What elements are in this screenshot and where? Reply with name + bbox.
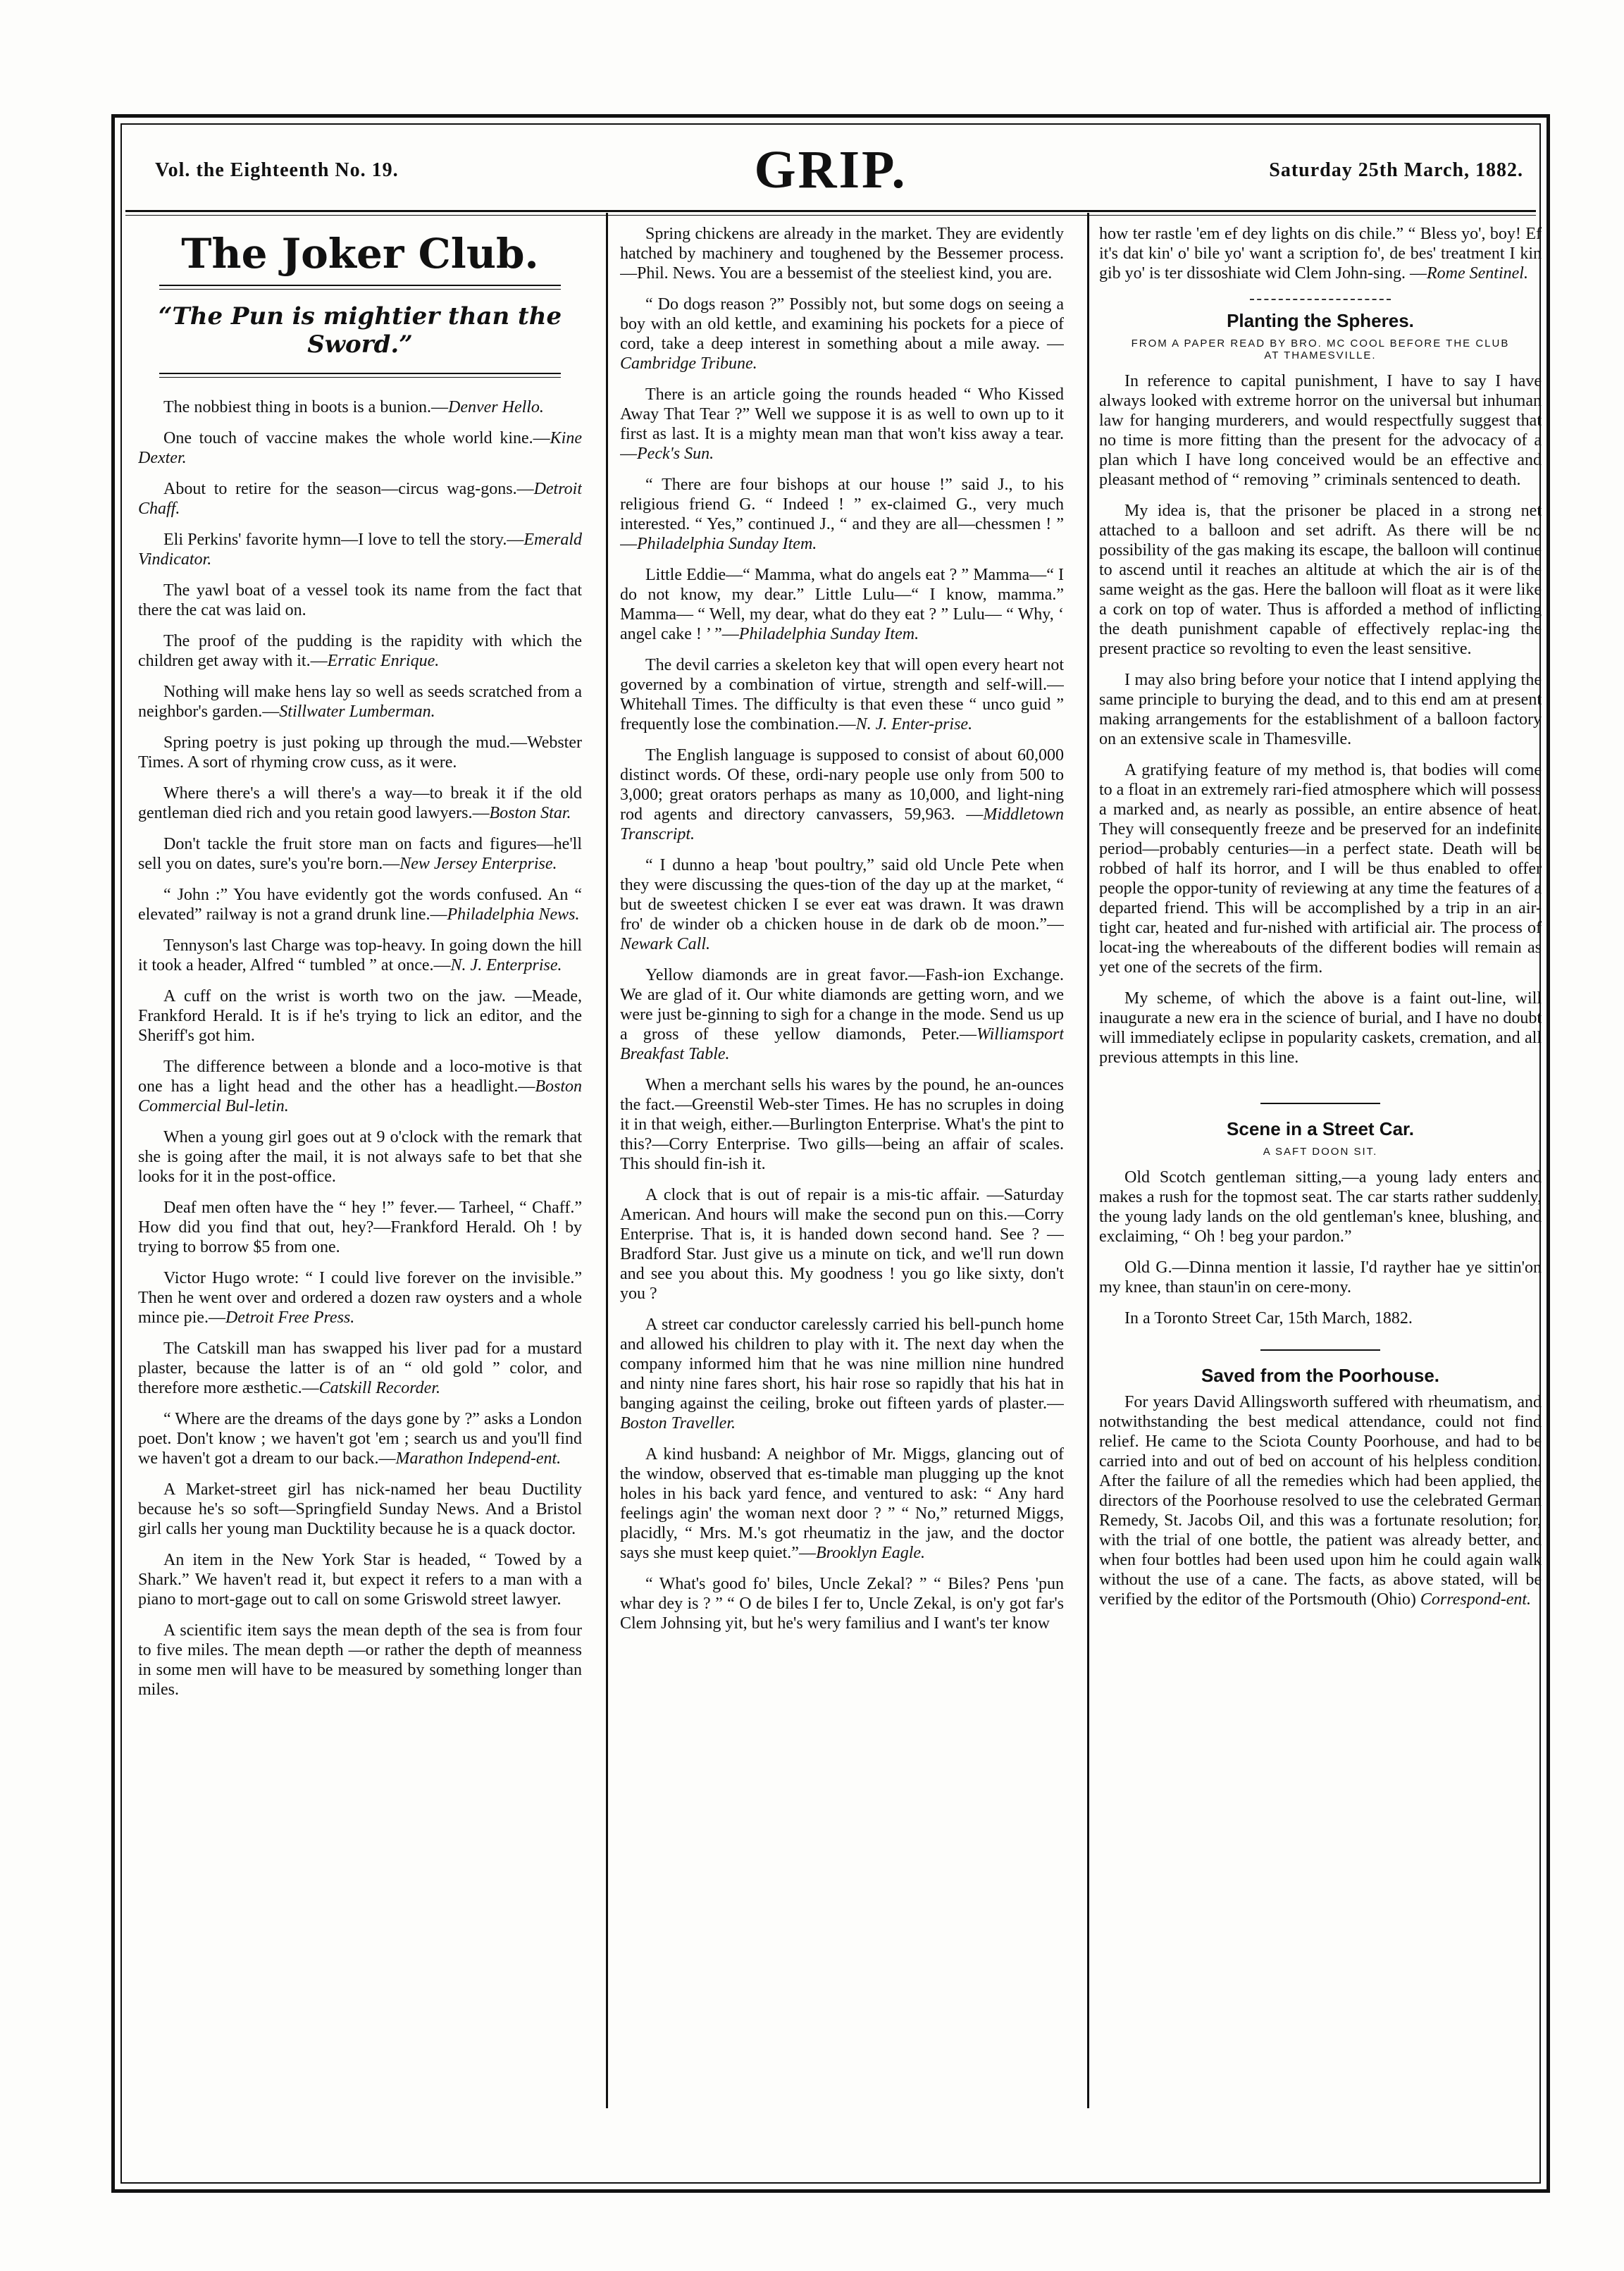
joke-source: Williamsport Breakfast Table.	[620, 1025, 1064, 1063]
joke-source: Cambridge Tribune.	[620, 354, 757, 373]
joke-source: Catskill Recorder.	[318, 1379, 440, 1397]
joke-source: N. J. Enter-prise.	[855, 715, 973, 734]
article-subheading: A SAFT DOON SIT.	[1263, 1146, 1378, 1158]
joke-text: A Market-street girl has nick-named her beau Ductility because he's so soft—Springfield Sunday News. And a Bristol girl calls her young man Ducktility because he is a quack doctor.	[138, 1480, 582, 1538]
column-3	[1099, 224, 1542, 2102]
joke-item	[620, 1185, 1064, 1304]
joke-text: The proof of the pudding is the rapidity with which the children get away with it.—	[138, 632, 582, 670]
joke-item	[138, 1268, 582, 1328]
joke-item	[620, 565, 1064, 644]
joke-source: Emerald Vindicator.	[138, 531, 582, 569]
joke-text: Spring chickens are already in the market. They are evidently hatched by machinery and toughened by the Bessemer process.—Phil. News. You are a bessemist of the steeliest kind, you are.	[620, 225, 1064, 283]
joke-source: Rome Sentinel.	[1426, 264, 1528, 283]
joke-text: Spring poetry is just poking up through the mud.—Webster Times. A sort of rhyming crow cuss, as it were.	[138, 734, 582, 772]
joke-item	[620, 655, 1064, 734]
joke-item	[620, 385, 1064, 464]
article-body	[1099, 371, 1542, 1068]
section-rule	[1260, 1103, 1380, 1104]
joke-list	[620, 224, 1064, 1633]
joke-item	[620, 295, 1064, 373]
joke-item	[138, 581, 582, 620]
joke-item	[138, 1198, 582, 1257]
section-motto: “The Pun is mightier than the Sword.”	[158, 302, 562, 359]
joke-item	[138, 834, 582, 874]
joke-text: The difference between a blonde and a loco-motive is that one has a light head and the other has a headlight.—	[138, 1058, 582, 1096]
joke-item	[620, 224, 1064, 283]
joke-text: Eli Perkins' favorite hymn—I love to tell the story.—	[163, 531, 524, 549]
section-rule	[1260, 1349, 1380, 1351]
joke-item	[138, 733, 582, 772]
joke-source: Kine Dexter.	[138, 429, 582, 467]
joke-source: Newark Call.	[620, 935, 711, 953]
joke-text: Deaf men often have the “ hey !” fever.— Tarheel, “ Chaff.” How did you find that out, hey?—Frankford Herald. Oh ! by trying to borrow $5 from one.	[138, 1199, 582, 1256]
joke-text: Where there's a will there's a way—to break it if the old gentleman died rich and you retain good lawyers.—	[138, 784, 582, 822]
joke-source: Erratic Enrique.	[327, 652, 440, 670]
joke-item	[138, 1621, 582, 1700]
joke-text: A street car conductor carelessly carried his bell-punch home and allowed his children to play with it. The next day when the company informed him that he was nine million nine hundred and ninty nine fares short, his hair rose so rapidly that his hat in banging against the ceiling, broke out fifteen yards of plaster.—	[620, 1316, 1064, 1413]
joke-text: When a young girl goes out at 9 o'clock with the remark that she is going after the mail, it is not always safe to bet that she looks for it in the post-office.	[138, 1128, 582, 1186]
masthead-rule-thin	[125, 215, 1536, 216]
article-paragraph: Old G.—Dinna mention it lassie, I'd rayther hae ye sittin'on my knee, than staun'in on cere-mony.	[1099, 1258, 1542, 1297]
joke-text: An item in the New York Star is headed, “ Towed by a Shark.” We haven't read it, but expect it refers to a man with a piano to mort-gage out to call on some Griswold street lawyer.	[138, 1551, 582, 1609]
joke-source: Middletown Transcript.	[620, 805, 1064, 843]
article-body	[1099, 1168, 1542, 1328]
column-2	[620, 224, 1064, 2102]
joke-text: how ter rastle 'em ef dey lights on dis chile.” “ Bless yo', boy! Ef it's dat kin' o' bile yo' want a scription fo', de bes' treatment I kin gib yo' is ter dissoshiate wid Clem John-sing. —	[1099, 225, 1542, 283]
column-1	[138, 224, 582, 2102]
joke-text: The Catskill man has swapped his liver pad for a mustard plaster, because the latter is of an “ old gold ” color, and therefore more æsthetic.—	[138, 1339, 582, 1397]
volume-number: Vol. the Eighteenth No. 19.	[155, 159, 399, 181]
joke-item	[138, 986, 582, 1046]
column-divider	[1087, 213, 1089, 2108]
joke-item	[138, 479, 582, 519]
article-source: Correspond-ent.	[1420, 1590, 1532, 1609]
joke-item	[620, 1574, 1064, 1633]
joke-text: When a merchant sells his wares by the pound, he an-ounces the fact.—Greenstil Web-ster Times. He has no scruples in doing it in that weigh, either.—Burlington Enterprise. What's the pint to this?—Corry Enterprise. Two gills—being an affair of scales. This should fin-ish it.	[620, 1076, 1064, 1173]
masthead-rule	[125, 210, 1536, 212]
joke-source: Detroit Free Press.	[225, 1308, 355, 1327]
article-paragraph: I may also bring before your notice that I intend applying the same principle to burying the dead, and to this end am at present making arrangements for the establishment of a balloon factory on an extensive scale in Thamesville.	[1099, 671, 1542, 748]
article-paragraph: A gratifying feature of my method is, that bodies will come to a float in an extremely rari-fied atmosphere which will possess a marked and, as nearly as possible, an entire absence of heat. They will consequently freeze and be preserved for an indefinite period—probably centuries—in a perfect state. Death will be robbed of half its horror, and I will be thus enabled to offer people the oppor-tunity of reviewing at any time the features of a departed friend. This will be accomplished by a trip in an air-tight car, heated and fur-nished with artificial air. The process of locat-ing the whereabouts of the different bodies will remain as yet one of the secrets of the firm.	[1099, 761, 1542, 977]
joke-item	[1099, 224, 1542, 283]
article-paragraph: Old Scotch gentleman sitting,—a young lady enters and makes a rush for the topmost seat. The car starts rather suddenly, the young lady lands on the old gentleman's knee, blushing, and exclaiming, “ Oh ! beg your pardon.”	[1099, 1168, 1542, 1246]
joke-text: A kind husband: A neighbor of Mr. Miggs, glancing out of the window, observed that es-timable man plugging up the knot holes in his back yard fence, and ventured to ask: “ Any hard feelings agin' the woman next door ? ” “ No,” returned Miggs, placidly, “ Mrs. M.'s got rheumatiz in the jaw, and the doctor says she must keep quiet.”—	[620, 1445, 1064, 1562]
joke-item	[138, 1409, 582, 1468]
joke-text: A scientific item says the mean depth of the sea is from four to five miles. The mean depth —or rather the depth of meanness in some men will have to be measured by something longer than miles.	[138, 1621, 582, 1699]
joke-item	[138, 1127, 582, 1187]
joke-text: Tennyson's last Charge was top-heavy. In going down the hill it took a header, Alfred “ tumbled ” at once.—	[138, 936, 582, 974]
article-paragraph: In a Toronto Street Car, 15th March, 1882.	[1124, 1309, 1413, 1328]
joke-source: Denver Hello.	[447, 398, 544, 416]
joke-source: Philadelphia News.	[447, 905, 580, 924]
joke-text: “ What's good fo' biles, Uncle Zekal? ” “ Biles? Pens 'pun whar dey is ? ” “ O de biles I fer to, Uncle Zekal, is on'y got far's Clem Johnsing yit, but he's wery familius and I want's ter know	[620, 1575, 1064, 1633]
joke-source: Stillwater Lumberman.	[279, 703, 435, 721]
joke-text: About to retire for the season—circus wag-gons.—	[163, 480, 534, 498]
article-heading: Planting the Spheres.	[1227, 310, 1414, 331]
joke-source: Philadelphia Sunday Item.	[637, 535, 817, 553]
joke-source: Philadelphia Sunday Item.	[738, 625, 919, 643]
section-rule	[1250, 299, 1391, 300]
joke-text: Little Eddie—“ Mamma, what do angels eat ? ” Mamma—“ I do not know, my dear.” Little Lulu—“ I know, mamma.” Mamma— “ Well, my dear, what do they eat ? ” Lulu— “ Why, ‘ angel cake ! ’ ”—	[620, 566, 1064, 643]
joke-source: Brooklyn Eagle.	[815, 1544, 926, 1562]
joke-item	[138, 936, 582, 975]
joke-source: Marathon Independ-ent.	[395, 1449, 562, 1468]
article-paragraph: My scheme, of which the above is a faint out-line, will inaugurate a new era in the science of burial, and I have no doubt will immediately eclipse in popularity caskets, cremation, and all previous attempts in this line.	[1099, 989, 1542, 1067]
motto-rule	[159, 373, 561, 378]
joke-text: Nothing will make hens lay so well as seeds scratched from a neighbor's garden.—	[138, 683, 582, 721]
joke-item	[138, 530, 582, 569]
joke-item	[138, 784, 582, 823]
joke-item	[620, 1444, 1064, 1563]
joke-text: “ John :” You have evidently got the words confused. An “ elevated” railway is not a grand drunk line.—	[138, 886, 582, 924]
article-subheading: FROM A PAPER READ BY BRO. MC COOL BEFORE THE CLUB AT THAMESVILLE.	[1131, 338, 1510, 361]
joke-text: Yellow diamonds are in great favor.—Fash-ion Exchange. We are glad of it. Our white diamonds are getting worn, and we were just be-ginning to sigh for a change in the mode. Send us up a gross of these yellow diamonds, Peter.—	[620, 966, 1064, 1044]
joke-item	[138, 1339, 582, 1398]
joke-source: Boston Star.	[489, 804, 571, 822]
joke-item	[138, 631, 582, 671]
joke-item	[620, 1315, 1064, 1433]
article-heading: Saved from the Poorhouse.	[1201, 1365, 1440, 1386]
joke-text: Victor Hugo wrote: “ I could live forever on the invisible.” Then he went over and ordered a dozen raw oysters and a whole mince pie.—	[138, 1269, 582, 1327]
section-heading: The Joker Club.	[181, 230, 539, 278]
joke-text: The devil carries a skeleton key that will open every heart not governed by a combination of virtue, strength and self-will.—Whitehall Times. The difficulty is that even these “ unco guid ” frequently lose the combination.—	[620, 656, 1064, 734]
joke-source: Boston Traveller.	[620, 1414, 736, 1432]
joke-item	[138, 885, 582, 924]
joke-item	[138, 1057, 582, 1116]
joke-text: “ There are four bishops at our house !” said J., to his religious friend G. “ Indeed ! ” ex-claimed G., very much interested. “ Yes,” continued J., “ and they are all—chessmen ! ” —	[620, 476, 1064, 553]
joke-text: The yawl boat of a vessel took its name from the fact that there the cat was laid on.	[138, 581, 582, 619]
article-paragraph: In reference to capital punishment, I have to say I have always looked with extreme horror on the universal but inhuman law for hanging murderers, and would respectfully suggest that no time is more fitting than the present for the advocacy of a plan which I have long conceived would be an effective and pleasant method of “ removing ” criminals sentenced to death.	[1099, 372, 1542, 489]
joke-source: Boston Commercial Bul-letin.	[138, 1077, 582, 1115]
joke-item	[138, 397, 582, 417]
joke-text: The English language is supposed to consist of about 60,000 distinct words. Of these, ordi-nary people use only from 500 to 3,000; great orators perhaps as many as 10,000, and light-ning rod agents and directory canvassers, 59,963. —	[620, 746, 1064, 824]
joke-item	[620, 965, 1064, 1064]
joke-text: One touch of vaccine makes the whole world kine.—	[163, 429, 550, 447]
article-heading: Scene in a Street Car.	[1227, 1118, 1414, 1139]
joke-source: Detroit Chaff.	[138, 480, 582, 518]
joke-list	[138, 397, 582, 1700]
joke-item	[620, 475, 1064, 554]
joke-item	[138, 1550, 582, 1609]
heading-rule	[159, 285, 561, 290]
joke-item	[138, 682, 582, 722]
article-paragraph	[1099, 1392, 1542, 1609]
joke-item	[620, 1075, 1064, 1174]
joke-text: “ I dunno a heap 'bout poultry,” said old Uncle Pete when they were discussing the ques-tion of the day up at the market, “ but de sweetest chicken I se ever eat was drawn. It was drawn fro' de winder ob a chicken house in de dark ob de moon.”—	[620, 856, 1064, 934]
article-text: For years David Allingsworth suffered with rheumatism, and notwithstanding the best medical attendance, could not find relief. He came to the Sciota County Poorhouse, and had to be carried into and out of bed on account of his helpless condition. After the failure of all the remedies which had been applied, the directors of the Poorhouse resolved to use the celebrated German Remedy, St. Jacobs Oil, and this was a fortunate resolution; for, with the trial of one bottle, the patient was already better, and when four bottles had been used upon him he could again walk without the use of a cane. The facts, as above stated, will be verified by the editor of the Portsmouth (Ohio)	[1099, 1393, 1542, 1609]
joke-item	[138, 1480, 582, 1539]
joke-text: “ Do dogs reason ?” Possibly not, but some dogs on seeing a boy with an old kettle, and examining his pockets for a piece of cord, take a deep interest in something about a mile away. —	[620, 295, 1064, 353]
joke-item	[620, 745, 1064, 844]
joke-source: Peck's Sun.	[637, 445, 714, 463]
joke-text: A clock that is out of repair is a mis-tic affair. —Saturday American. And hours will make the second pun on this.—Corry Enterprise. That is, it is handed down second hand. See ? —Bradford Star. Just give us a minute on tick, and we'll run down and see you about this. My goodness ! you go like sixty, don't you ?	[620, 1186, 1064, 1303]
joke-source: New Jersey Enterprise.	[399, 855, 557, 873]
masthead	[125, 132, 1536, 210]
column-divider	[606, 213, 608, 2108]
joke-text: Don't tackle the fruit store man on facts and figures—he'll sell you on dates, sure's you're born.—	[138, 835, 582, 873]
joke-text: A cuff on the wrist is worth two on the jaw. —Meade, Frankford Herald. It is if he's trying to lick an editor, and the Sheriff's got him.	[138, 987, 582, 1045]
joke-item	[620, 855, 1064, 954]
joke-text: There is an article going the rounds headed “ Who Kissed Away That Tear ?” Well we suppose it is as well to own up to it first as last. It is a mighty mean man that won't kiss away a tear.—	[620, 385, 1064, 463]
joke-source: N. J. Enterprise.	[450, 956, 562, 974]
article-paragraph: My idea is, that the prisoner be placed in a strong net attached to a balloon and set adrift. As there will be no possibility of the gas making its escape, the balloon will continue to ascend until it reaches an altitude at which the air is of the same weight as the gas. Here the balloon will float as it were like a cork on top of water. Thus is afforded a method of inflicting the death punishment capable of effectively replac-ing the present practice so revolting to even the least sensitive.	[1099, 502, 1542, 658]
newspaper-title: GRIP.	[754, 140, 907, 199]
joke-item	[138, 428, 582, 468]
joke-text: “ Where are the dreams of the days gone by ?” asks a London poet. Don't know ; we haven't got 'em ; search us and you'll find we haven't got a dream to our back.—	[138, 1410, 582, 1468]
issue-date: Saturday 25th March, 1882.	[1269, 159, 1523, 181]
joke-text: The nobbiest thing in boots is a bunion.—	[163, 398, 448, 416]
